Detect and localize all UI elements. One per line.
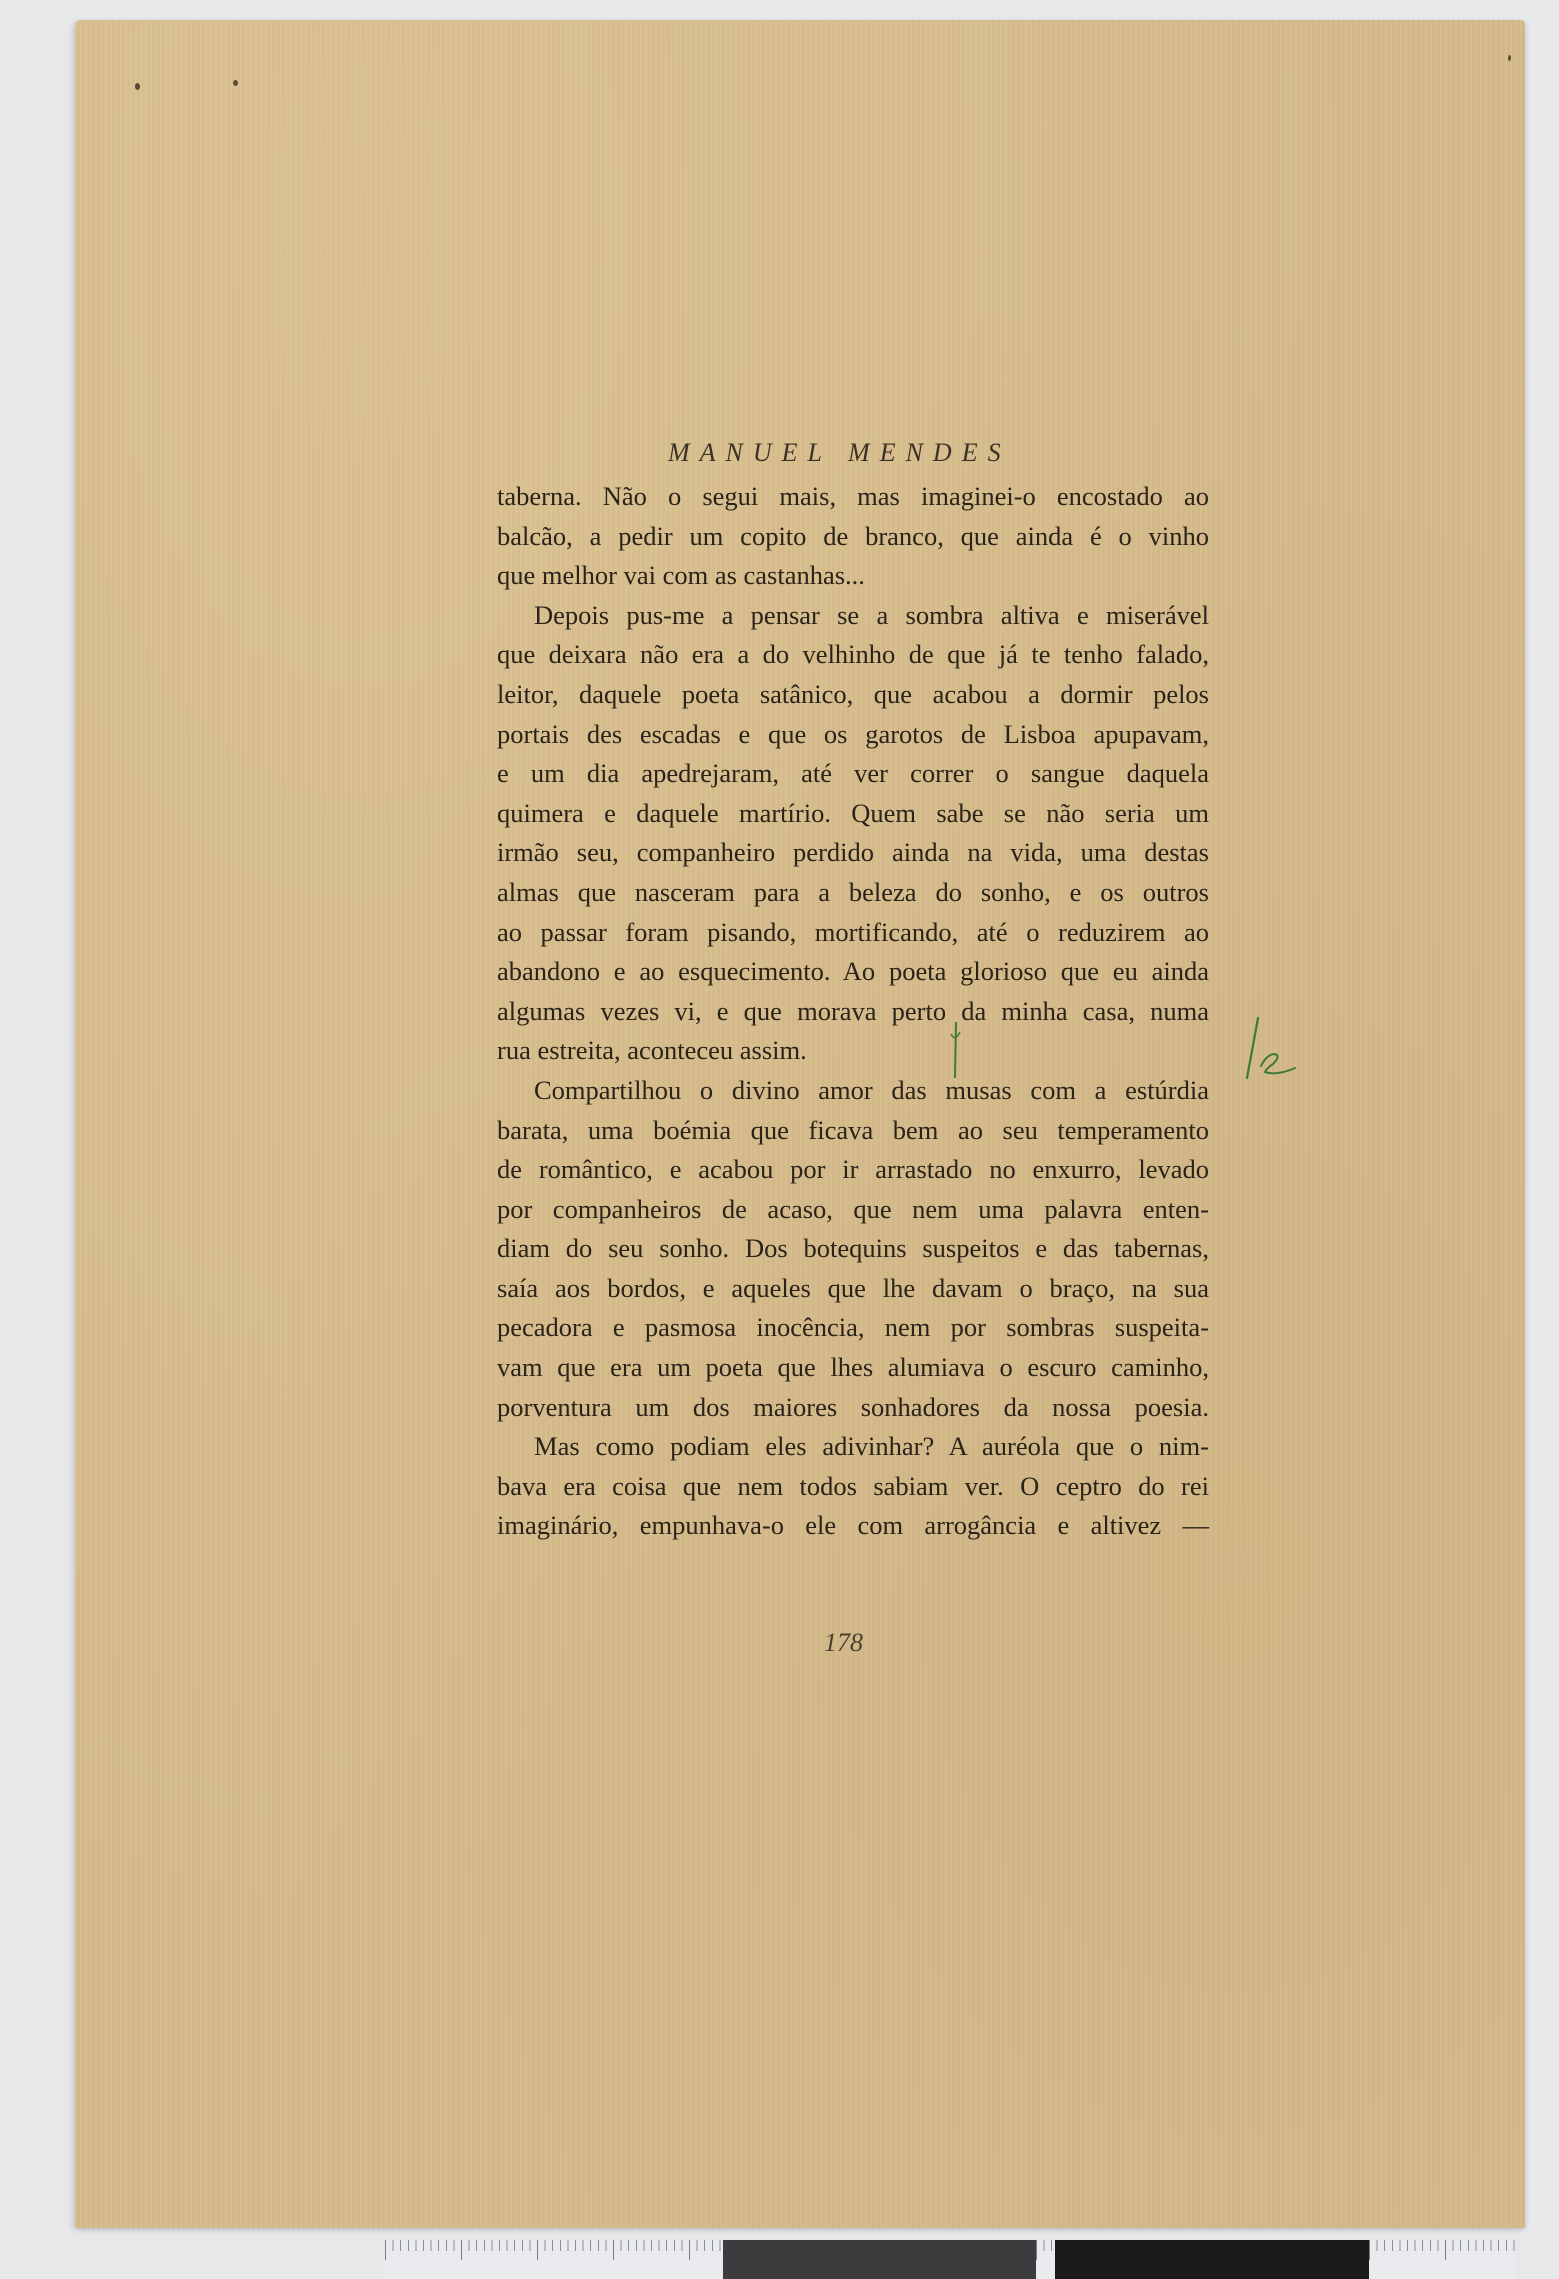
text-line: balcão, a pedir um copito de branco, que ainda é o vinho: [497, 520, 1209, 551]
text-line: portais des escadas e que os garotos de Lisboa apupavam,: [497, 718, 1209, 749]
scale-ruler-gap: [1036, 2240, 1055, 2279]
body-text: [497, 477, 1209, 1546]
text-line: vam que era um poeta que lhes alumiava o escuro caminho,: [497, 1352, 1209, 1383]
text-line: algumas vezes vi, e que morava perto da minha casa, numa: [497, 995, 1209, 1026]
paper-speck: [1508, 55, 1511, 61]
text-line: ao passar foram pisando, mortificando, até o reduzirem ao: [497, 916, 1209, 947]
text-line: irmão seu, companheiro perdido ainda na vida, uma destas: [497, 837, 1209, 868]
running-head: MANUEL MENDES: [668, 438, 1011, 467]
proofreading-insert-mark: [947, 1020, 963, 1080]
scale-ruler-left: [385, 2240, 723, 2279]
text-line: quimera e daquele martírio. Quem sabe se não seria um: [497, 797, 1209, 828]
proofreading-margin-note: [1237, 1010, 1307, 1080]
text-line: taberna. Não o segui mais, mas imaginei-o encostado ao: [497, 481, 1209, 511]
text-line: e um dia apedrejaram, até ver correr o sangue daquela: [497, 758, 1209, 789]
page-number: 178: [824, 1628, 863, 1657]
text-line: Mas como podiam eles adivinhar? A auréola que o nim-: [534, 1431, 1209, 1462]
text-line: bava era coisa que nem todos sabiam ver. O ceptro do rei: [497, 1470, 1209, 1501]
gray-calibration-block: [723, 2240, 1036, 2279]
text-line: leitor, daquele poeta satânico, que acabou a dormir pelos: [497, 678, 1209, 709]
paper-speck: [135, 83, 140, 90]
text-line: pecadora e pasmosa inocência, nem por sombras suspeita-: [497, 1312, 1209, 1343]
text-line: porventura um dos maiores sonhadores da nossa poesia.: [497, 1391, 1209, 1422]
text-line: por companheiros de acaso, que nem uma palavra enten-: [497, 1193, 1209, 1224]
text-line: diam do seu sonho. Dos botequins suspeitos e das tabernas,: [497, 1233, 1209, 1264]
text-line: saía aos bordos, e aqueles que lhe davam o braço, na sua: [497, 1272, 1209, 1303]
text-line: almas que nasceram para a beleza do sonho, e os outros: [497, 876, 1209, 907]
text-line: Depois pus-me a pensar se a sombra altiva e miserável: [534, 599, 1209, 630]
text-line: que melhor vai com as castanhas...: [497, 560, 865, 591]
black-calibration-block: [1055, 2240, 1369, 2279]
text-line: que deixara não era a do velhinho de que já te tenho falado,: [497, 639, 1209, 670]
text-line: rua estreita, aconteceu assim.: [497, 1035, 807, 1066]
paper-speck: [233, 80, 238, 86]
scale-ruler-right: [1369, 2240, 1515, 2279]
text-line: de romântico, e acabou por ir arrastado no enxurro, levado: [497, 1154, 1209, 1185]
text-line: Compartilhou o divino amor das musas com a estúrdia: [534, 1074, 1209, 1105]
text-line: barata, uma boémia que ficava bem ao seu temperamento: [497, 1114, 1209, 1145]
text-line: imaginário, empunhava-o ele com arrogância e altivez —: [497, 1510, 1209, 1541]
text-line: abandono e ao esquecimento. Ao poeta glorioso que eu ainda: [497, 956, 1209, 987]
